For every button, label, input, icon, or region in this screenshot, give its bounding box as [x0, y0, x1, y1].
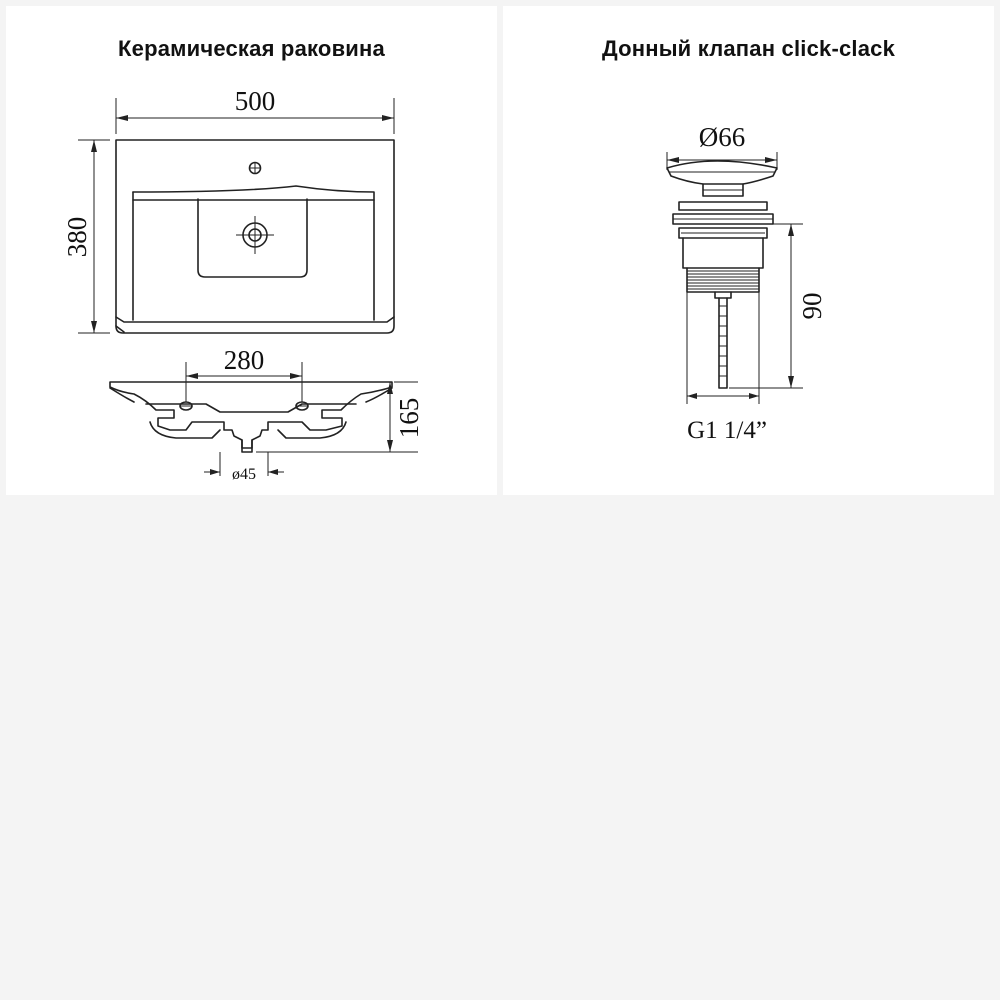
sink-title: Керамическая раковина	[118, 36, 385, 61]
holes-dimension	[186, 345, 302, 402]
valve-height-value: 90	[797, 292, 827, 320]
depth-value: 380	[62, 216, 92, 258]
valve-panel	[503, 6, 994, 495]
width-dimension	[116, 86, 394, 134]
sink-side-view	[110, 345, 424, 483]
depth-dimension	[62, 140, 110, 333]
sink-panel	[6, 6, 497, 495]
diameter-dimension	[667, 122, 777, 170]
valve-drawing	[503, 6, 994, 495]
height-dimension	[256, 382, 424, 452]
drain-dimension	[204, 452, 284, 483]
diameter-value: Ø66	[698, 122, 746, 152]
height-value: 165	[394, 397, 424, 439]
width-value: 500	[234, 86, 276, 116]
drain-value: ø45	[232, 466, 256, 483]
valve-body	[667, 161, 777, 388]
valve-title: Донный клапан click-clack	[601, 36, 896, 61]
drain-icon	[236, 216, 274, 254]
valve-height-dimension	[729, 224, 827, 388]
sink-top-view	[62, 86, 394, 333]
tap-hole-icon	[249, 162, 261, 174]
thread-value: G1 1/4”	[687, 417, 767, 444]
sink-drawing	[6, 6, 497, 495]
holes-value: 280	[223, 345, 265, 375]
